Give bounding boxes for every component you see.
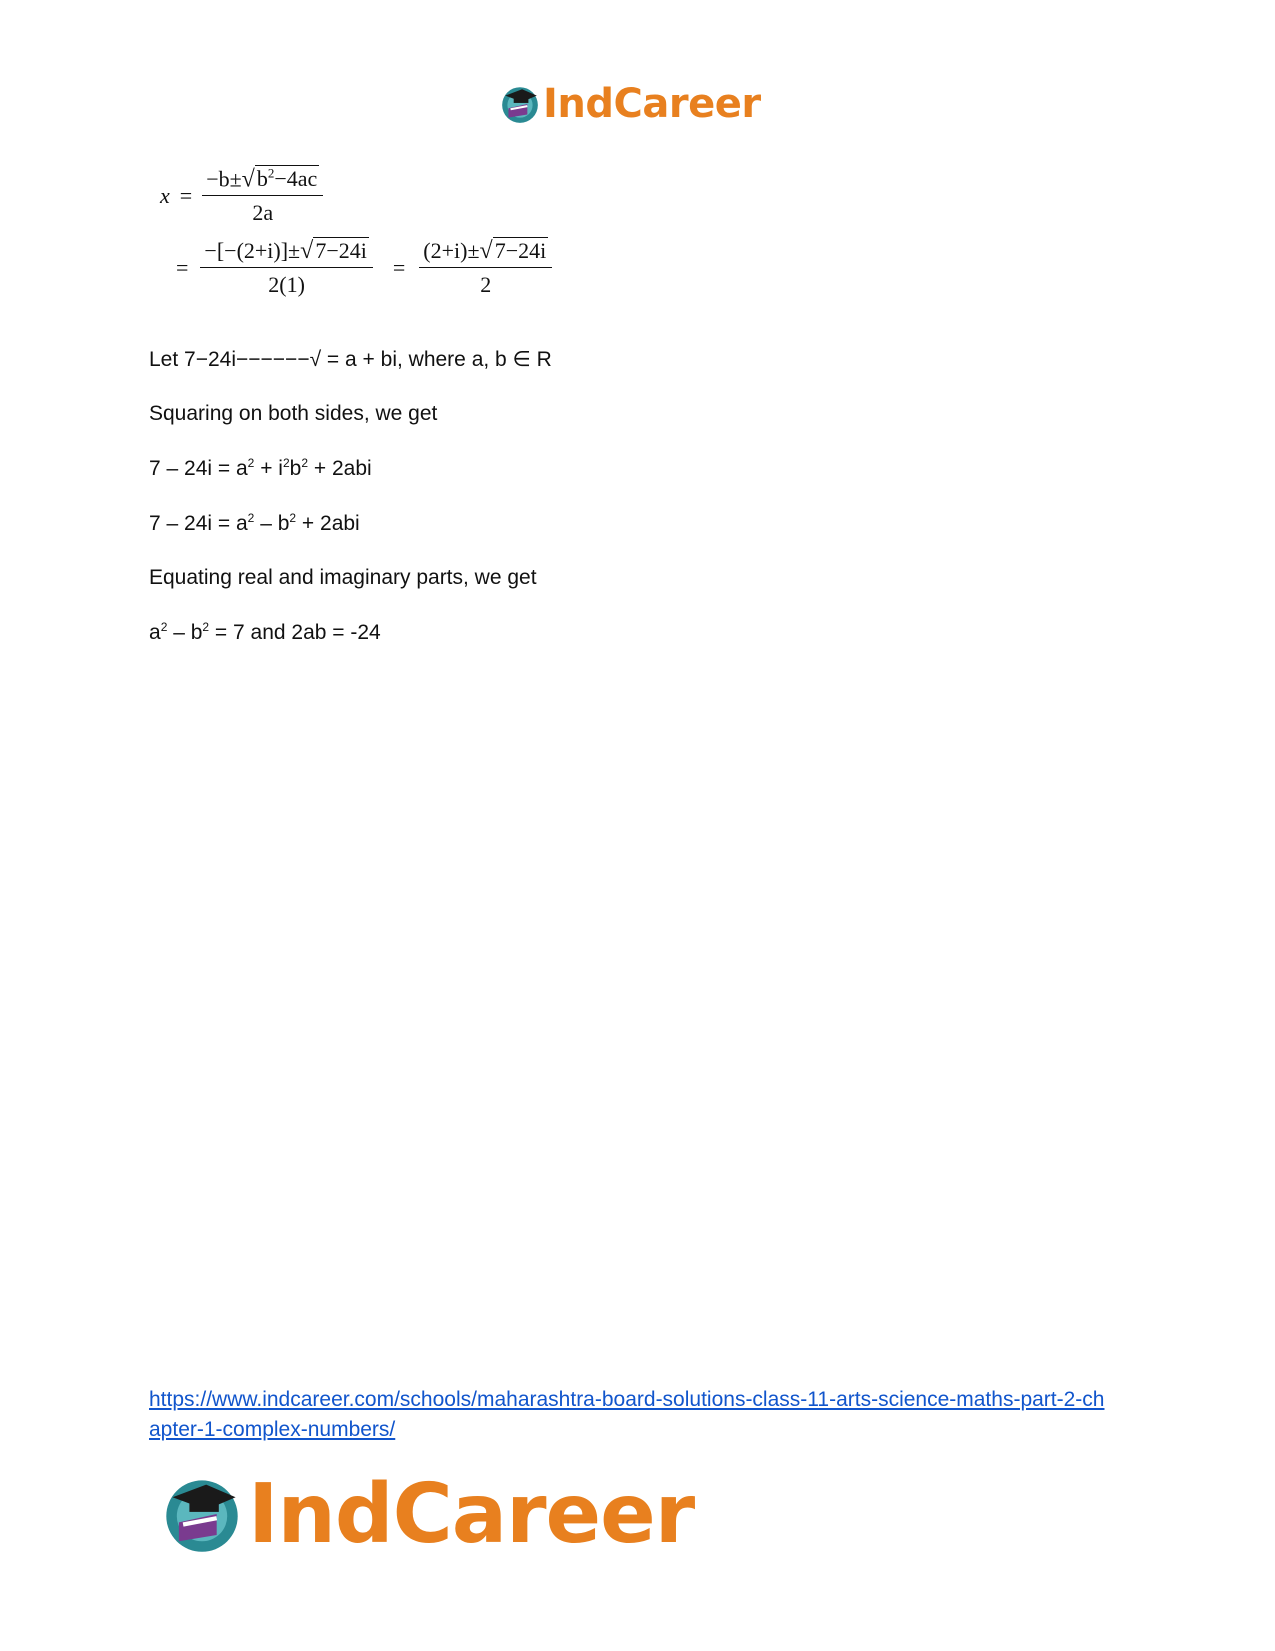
text-line-let: Let 7−24i−−−−−−√ = a + bi, where a, b ∈ R	[149, 348, 552, 371]
formula-equals-2: =	[176, 255, 189, 280]
text-line-squaring: Squaring on both sides, we get	[149, 402, 438, 425]
text-line-equating: Equating real and imaginary parts, we get	[149, 566, 537, 589]
formula-fraction-2: $\frac{-[-(2+i)]\pm√7-24i}{2(1)}$	[200, 238, 372, 298]
formula-fraction-1: $\frac{-b\pm√b^2-4ac}{2a}$	[202, 166, 323, 226]
quadratic-formula	[160, 166, 680, 316]
logo-wordmark: IndCareer	[543, 81, 761, 127]
text-line-equation-1: $7 - 24i = a^2 + i^2b^2 + 2abi$	[149, 456, 372, 480]
text-line-equation-2: $7 - 24i = a^2 - b^2 + 2abi$	[149, 511, 360, 535]
source-url-link[interactable]: https://www.indcareer.com/schools/maharashtra-board-solutions-class-11-arts-science-maths-part-2-chapter-1-complex-numbers/	[149, 1388, 1105, 1441]
logo-wordmark: IndCareer	[248, 1466, 695, 1562]
graduation-globe-icon	[160, 1472, 244, 1556]
formula-x: x	[160, 183, 170, 209]
formula-equals-3: =	[392, 255, 406, 280]
header-logo	[499, 80, 761, 128]
text-line-result: $a^2 - b^2 = 7$ and 2ab = -24	[149, 620, 381, 644]
formula-fraction-3: $\frac{(2+i)\pm√7-24i}{2}$	[419, 238, 552, 298]
graduation-globe-icon	[499, 83, 541, 125]
footer-logo	[160, 1466, 694, 1562]
formula-equals: =	[179, 183, 193, 209]
